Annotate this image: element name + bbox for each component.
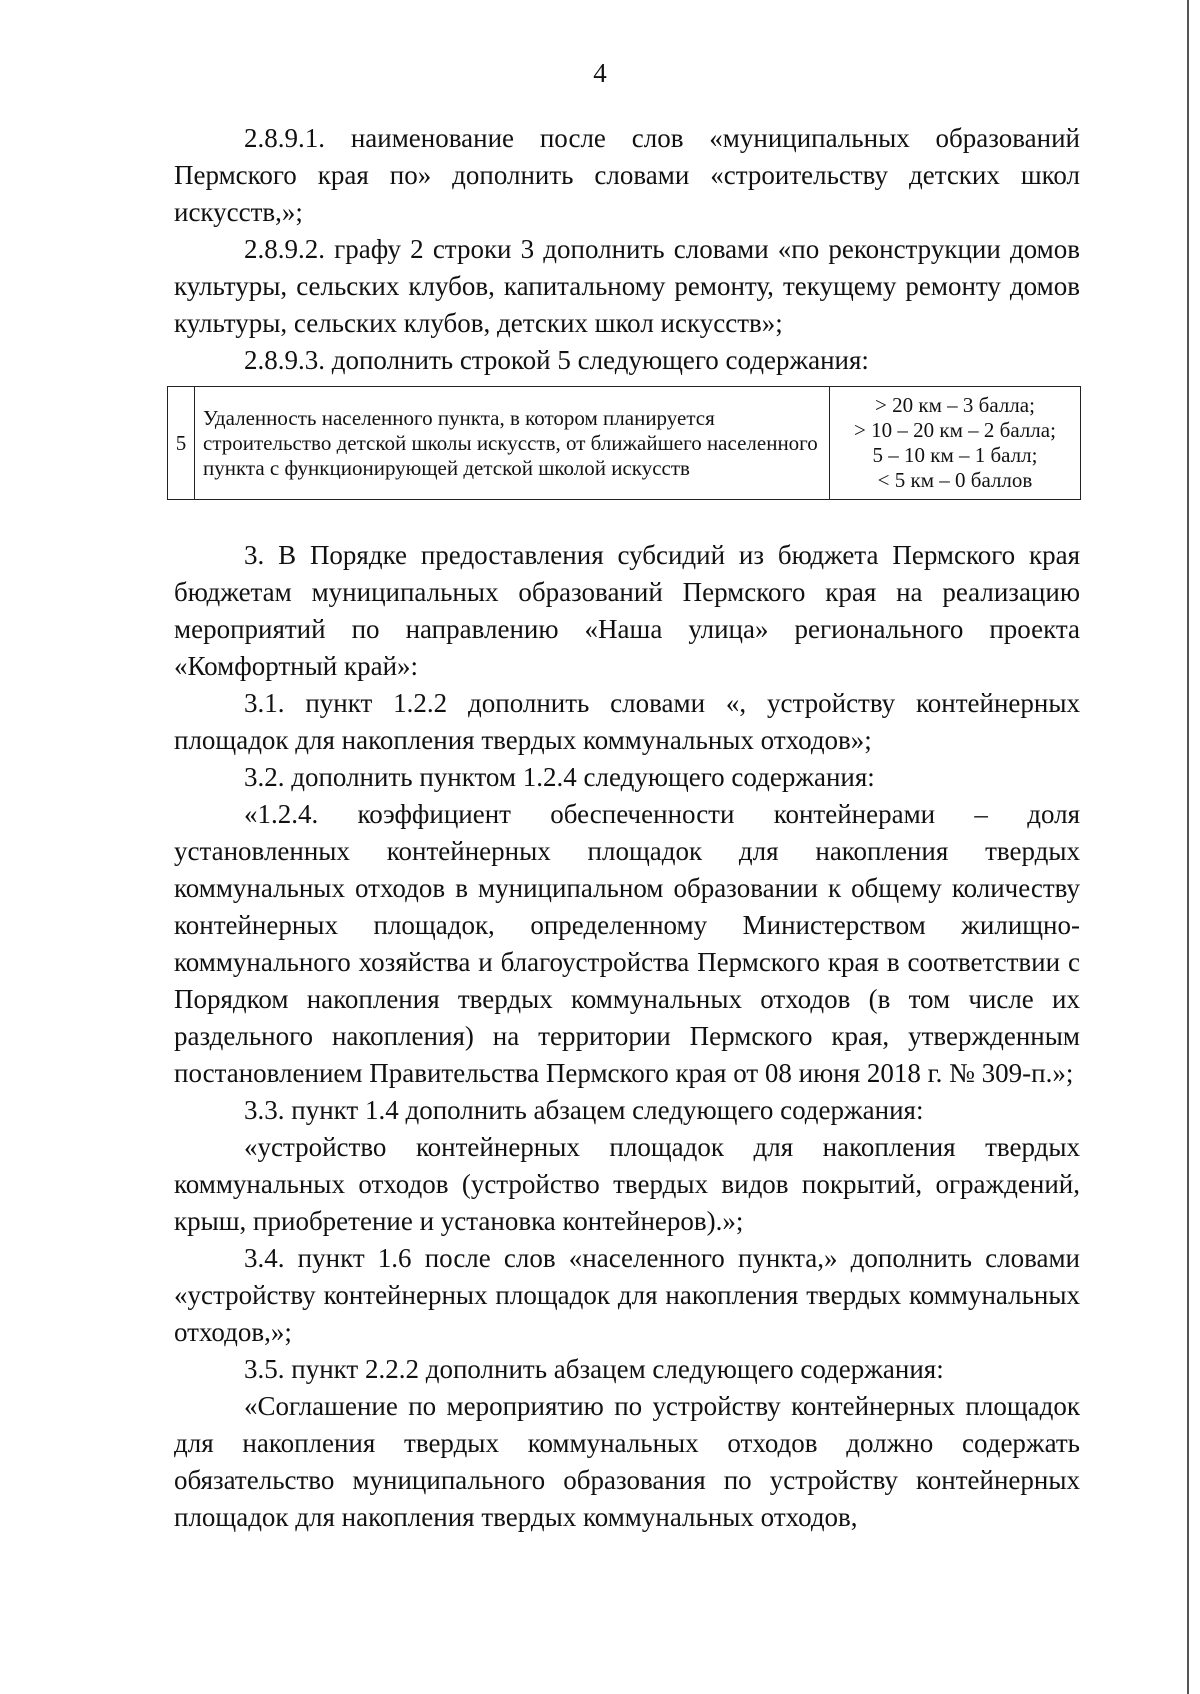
paragraph-3-3: 3.3. пункт 1.4 дополнить абзацем следующего содержания:: [244, 1095, 924, 1125]
scan-edge-line: [1187, 0, 1189, 1694]
criterion-description-cell: Удаленность населенного пункта, в котором планируется строительство детской школы искусств, от ближайшего населенного пункта с функционирующей детской школой искусств: [195, 387, 830, 500]
paragraph-3-1: 3.1. пункт 1.2.2 дополнить словами «, устройству контейнерных площадок для накопления твердых коммунальных отходов»;: [174, 688, 1080, 755]
score-line: 5 – 10 км – 1 балл;: [872, 443, 1038, 467]
row-number-cell: 5: [168, 387, 195, 500]
section-spacer: [174, 500, 1080, 537]
paragraph-3-2: 3.2. дополнить пунктом 1.2.4 следующего содержания:: [244, 762, 875, 792]
score-cell: [830, 387, 1081, 500]
paragraph-3-4: 3.4. пункт 1.6 после слов «населенного пункта,» дополнить словами «устройству контейнерных площадок для накопления твердых коммунальных отходов,»;: [174, 1243, 1080, 1347]
paragraph-1-4-quote: «устройство контейнерных площадок для накопления твердых коммунальных отходов (устройство твердых видов покрытий, ограждений, крыш, приобретение и установка контейнеров).»;: [174, 1132, 1080, 1236]
paragraph-2-8-9-1: 2.8.9.1. наименование после слов «муниципальных образований Пермского края по» дополнить словами «строительству детских школ искусств,»;: [174, 123, 1080, 227]
score-line: > 20 км – 3 балла;: [875, 393, 1035, 417]
amendment-table: [167, 386, 1081, 500]
score-line: < 5 км – 0 баллов: [877, 468, 1033, 492]
paragraph-2-8-9-2: 2.8.9.2. графу 2 строки 3 дополнить словами «по реконструкции домов культуры, сельских клубов, капитальному ремонту, текущему ремонту домов культуры, сельских клубов, детских школ искусств»;: [174, 234, 1080, 338]
score-line: > 10 – 20 км – 2 балла;: [854, 418, 1056, 442]
document-body: [174, 120, 1080, 1536]
table-row: [168, 387, 1081, 500]
paragraph-2-8-9-3: 2.8.9.3. дополнить строкой 5 следующего содержания:: [244, 345, 869, 375]
page-number: 4: [593, 58, 607, 88]
paragraph-3-5: 3.5. пункт 2.2.2 дополнить абзацем следующего содержания:: [244, 1354, 944, 1384]
paragraph-1-2-4-quote: «1.2.4. коэффициент обеспеченности контейнерами – доля установленных контейнерных площадок для накопления твердых коммунальных отходов в муниципальном образовании к общему количеству контейнерных площадок, определенному Министерством жилищно-коммунального хозяйства и благоустройства Пермского края в соответствии с Порядком накопления твердых коммунальных отходов (в том числе их раздельного накопления) на территории Пермского края, утвержденным постановлением Правительства Пермского края от 08 июня 2018 г. № 309-п.»;: [174, 799, 1080, 1088]
paragraph-3: 3. В Порядке предоставления субсидий из бюджета Пермского края бюджетам муниципальных образований Пермского края на реализацию мероприятий по направлению «Наша улица» регионального проекта «Комфортный край»:: [174, 540, 1080, 681]
paragraph-agreement-quote: «Соглашение по мероприятию по устройству контейнерных площадок для накопления твердых коммунальных отходов должно содержать обязательство муниципального образования по устройству контейнерных площадок для накопления твердых коммунальных отходов,: [174, 1391, 1080, 1532]
